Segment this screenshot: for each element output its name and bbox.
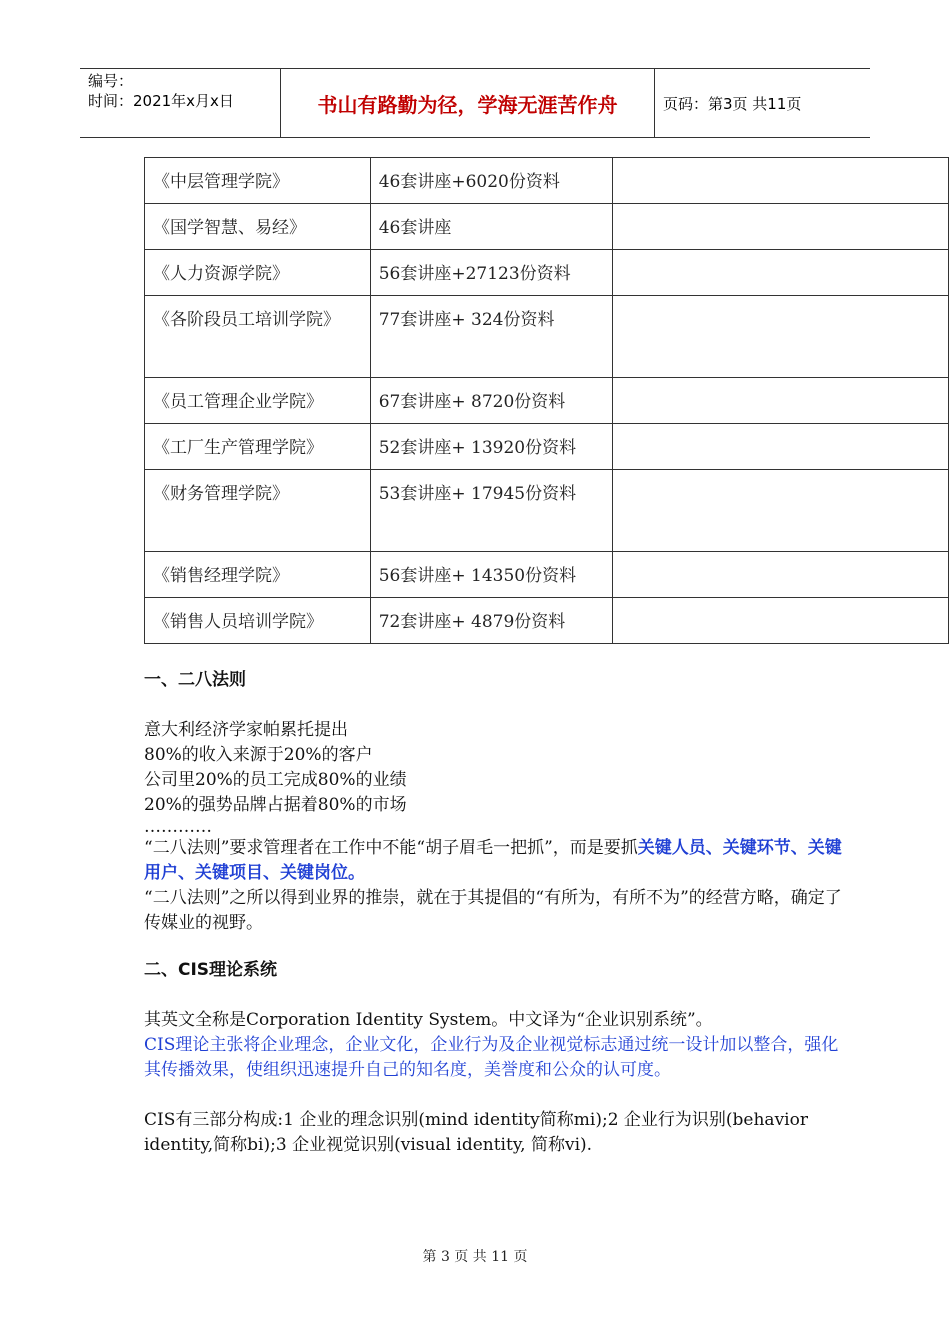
table-cell-name: 《销售人员培训学院》 [145,598,371,644]
number-label: 编号： [88,72,134,90]
table-cell-detail: 72套讲座+ 4879份资料 [370,598,613,644]
key-elements-highlight: 关键人员、关键环节、关键用户、关键项目、关键岗位。 [144,838,842,883]
table-row [145,424,949,470]
table-row [145,296,949,378]
pareto-paragraph [144,836,844,886]
table-row [145,250,949,296]
pareto-line: 公司里20%的员工完成80%的业绩 [144,770,407,790]
date-label: 时间：2021年x月x日 [88,92,234,110]
pareto-line: 20%的强势品牌占据着80%的市场 [144,795,407,815]
table-cell-name: 《各阶段员工培训学院》 [145,296,371,378]
pareto-paragraph-2: “二八法则”之所以得到业界的推崇，就在于其提倡的“有所为，有所不为”的经营方略，确定了传媒业的视野。 [144,888,842,933]
table-cell-note [613,598,949,644]
table-cell-detail: 67套讲座+ 8720份资料 [370,378,613,424]
table-cell-note [613,250,949,296]
page-header [80,68,870,138]
table-cell-name: 《销售经理学院》 [145,552,371,598]
section-heading-pareto: 一、二八法则 [144,670,246,690]
table-cell-detail: 53套讲座+ 17945份资料 [370,470,613,552]
table-cell-detail: 56套讲座+ 14350份资料 [370,552,613,598]
section-heading-cis: 二、CIS理论系统 [144,960,278,980]
table-cell-note [613,552,949,598]
table-cell-detail: 46套讲座+6020份资料 [370,158,613,204]
table-row [145,204,949,250]
table-cell-name: 《工厂生产管理学院》 [145,424,371,470]
document-body [144,668,844,1158]
cis-paragraph-2 [144,1033,844,1083]
cis-paragraph-1: 其英文全称是Corporation Identity System。中文译为“企业识别系统”。 [144,1010,713,1030]
table-cell-detail: 77套讲座+ 324份资料 [370,296,613,378]
table-cell-detail: 56套讲座+27123份资料 [370,250,613,296]
table-row [145,378,949,424]
pareto-ellipsis: ………… [144,817,212,837]
table-cell-note [613,296,949,378]
table-row [145,470,949,552]
page-footer: 第 3 页 共 11 页 [422,1249,528,1265]
table-cell-note [613,204,949,250]
table-cell-name: 《人力资源学院》 [145,250,371,296]
table-cell-name: 《中层管理学院》 [145,158,371,204]
table-row [145,158,949,204]
pareto-line: 意大利经济学家帕累托提出 [144,720,348,740]
table-cell-note [613,158,949,204]
header-meta [80,69,281,137]
pareto-line: 80%的收入来源于20%的客户 [144,745,373,765]
course-table [144,157,949,644]
header-motto: 书山有路勤为径，学海无涯苦作舟 [281,69,655,137]
table-cell-name: 《财务管理学院》 [145,470,371,552]
header-page-info: 页码：第3页 共11页 [663,94,802,113]
table-cell-name: 《员工管理企业学院》 [145,378,371,424]
table-row [145,598,949,644]
cis-paragraph-3: CIS有三部分构成:1 企业的理念识别(mind identity简称mi);2 企业行为识别(behavior identity,简称bi);3 企业视觉识别(visual identity, 简称vi). [144,1110,808,1155]
paragraph-text: CIS理论主张 [144,1035,244,1055]
table-cell-detail: 46套讲座 [370,204,613,250]
table-cell-detail: 52套讲座+ 13920份资料 [370,424,613,470]
table-cell-note [613,470,949,552]
table-cell-note [613,378,949,424]
table-cell-name: 《国学智慧、易经》 [145,204,371,250]
table-row [145,552,949,598]
cis-theory-highlight: 将企业理念，企业文化，企业行为及企业视觉标志通过统一设计加以整合，强化其传播效果，使组织迅速提升自己的知名度，美誉度和公众的认可度。 [144,1035,839,1080]
table-cell-note [613,424,949,470]
paragraph-text: “二八法则”要求管理者在工作中不能“胡子眉毛一把抓”，而是要抓 [144,838,638,858]
